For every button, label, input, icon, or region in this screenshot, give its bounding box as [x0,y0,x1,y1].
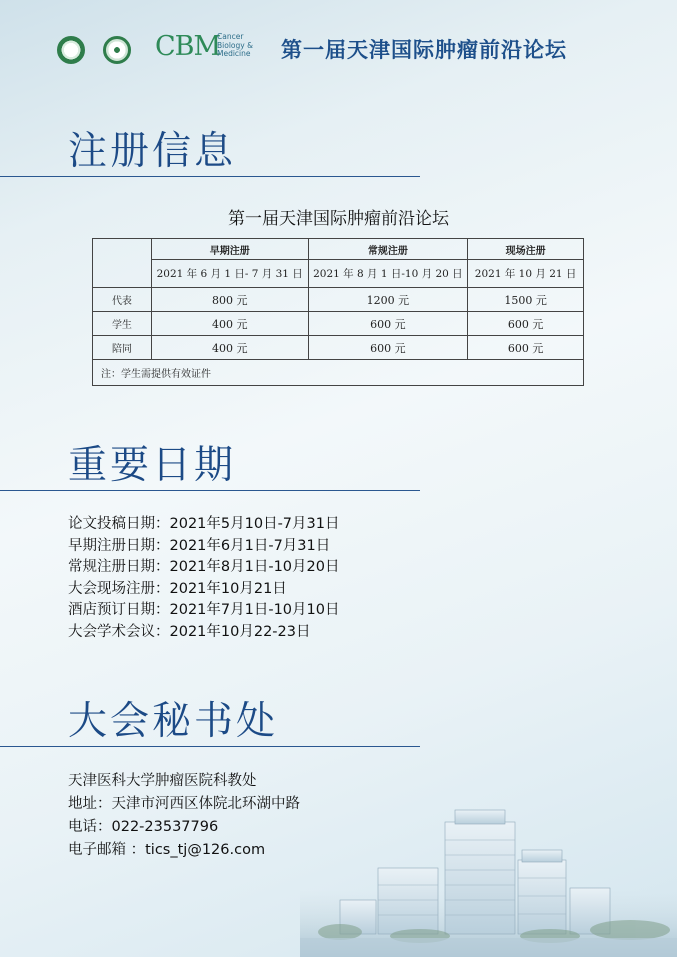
column-header: 常规注册 [308,239,468,260]
section-divider [0,490,420,491]
fee-cell: 600 元 [468,336,584,360]
list-item: 论文投稿日期：2021年5月10日-7月31日 [68,516,340,532]
column-dates: 2021 年 6 月 1 日- 7 月 31 日 [151,260,308,288]
column-dates: 2021 年 8 月 1 日-10 月 20 日 [308,260,468,288]
list-item: 常规注册日期：2021年8月1日-10月20日 [68,559,340,575]
section-divider [0,176,420,177]
list-item: 大会现场注册：2021年10月21日 [68,580,287,597]
table-caption: 第一届天津国际肿瘤前沿论坛 [228,209,449,229]
list-item: 大会学术会议：2021年10月22-23日 [68,623,311,640]
secretariat-contact [68,770,300,862]
table-note-row [93,360,584,386]
important-dates-heading: 重要日期 [68,443,237,488]
registration-fee-table [92,238,584,386]
table-corner-cell [93,239,152,288]
table-header-row [93,239,584,260]
cbm-logo: CBM [155,31,221,62]
fee-cell: 800 元 [151,288,308,312]
table-note: 注：学生需提供有效证件 [93,360,584,386]
table-row [93,312,584,336]
section-divider [0,746,420,747]
fee-cell: 1500 元 [468,288,584,312]
fee-cell: 1200 元 [308,288,468,312]
list-item: 酒店预订日期：2021年7月1日-10月10日 [68,602,340,618]
fee-cell: 600 元 [308,312,468,336]
cbm-logo-subtitle: Cancer Biology & Medicine [217,32,253,58]
forum-title: 第一届天津国际肿瘤前沿论坛 [281,38,567,62]
table-header-dates-row [93,260,584,288]
row-label: 代表 [93,288,152,312]
fee-cell: 600 元 [468,312,584,336]
contact-line: 天津医科大学肿瘤医院科教处 [68,773,257,789]
hospital-buildings-illustration [300,800,677,957]
important-dates-list [68,514,340,643]
table-row [93,336,584,360]
fee-cell: 400 元 [151,312,308,336]
fee-cell: 400 元 [151,336,308,360]
column-header: 早期注册 [151,239,308,260]
fee-cell: 600 元 [308,336,468,360]
contact-line: 地址：天津市河西区体院北环湖中路 [68,796,300,812]
contact-line: 电话：022-23537796 [68,819,219,835]
column-header: 现场注册 [468,239,584,260]
table-row [93,288,584,312]
university-emblem-logo [103,36,131,64]
secretariat-heading: 大会秘书处 [68,699,279,744]
row-label: 学生 [93,312,152,336]
column-dates: 2021 年 10 月 21 日 [468,260,584,288]
contact-line: 电子邮箱 ：tics_tj@126.com [68,842,266,858]
row-label: 陪同 [93,336,152,360]
list-item: 早期注册日期：2021年6月1日-7月31日 [68,537,331,554]
registration-heading: 注册信息 [68,129,237,174]
hospital-emblem-logo [57,36,85,64]
